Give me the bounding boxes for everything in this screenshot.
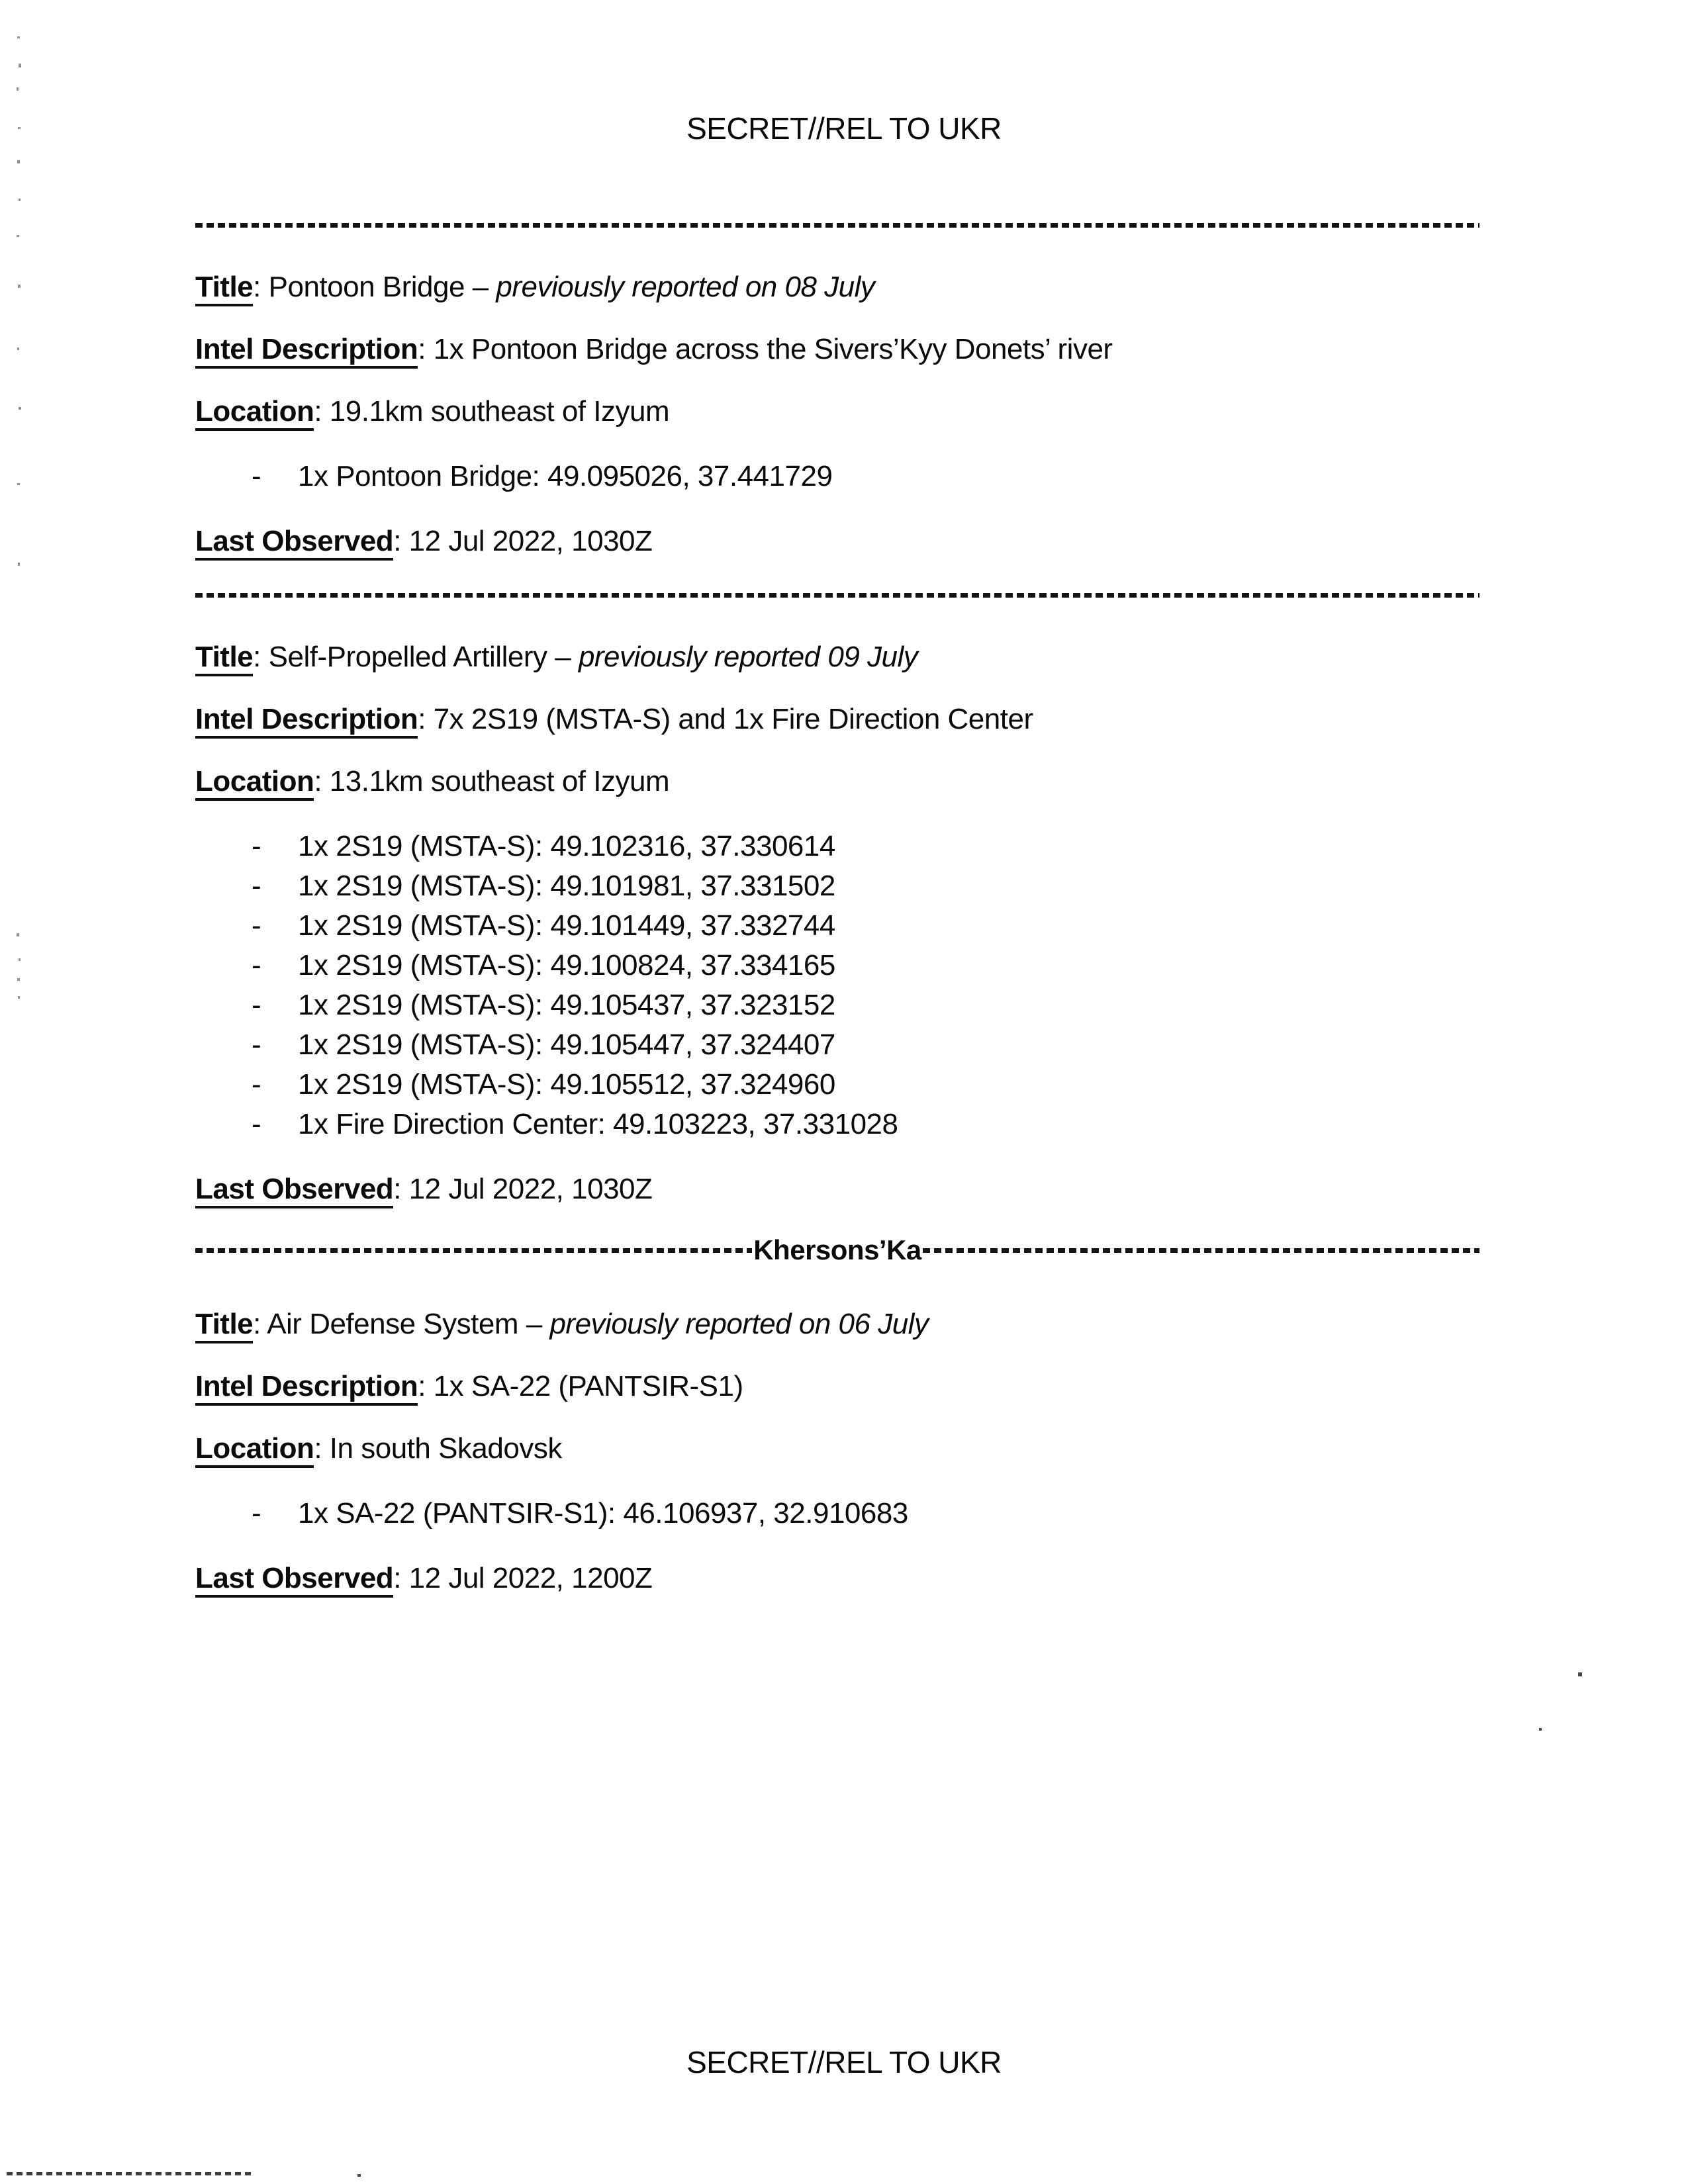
coordinate-text: 1x 2S19 (MSTA-S): 49.101981, 37.331502 xyxy=(298,870,835,902)
scan-artifact xyxy=(1578,1672,1582,1676)
scan-artifact xyxy=(1539,1728,1542,1731)
location-label: Location xyxy=(195,395,314,431)
bullet-dash: - xyxy=(252,1108,261,1140)
colon: : xyxy=(393,1562,401,1594)
bullet-dash: - xyxy=(252,1497,261,1529)
coordinate-item xyxy=(195,827,1479,866)
coordinate-item xyxy=(195,985,1479,1025)
scan-artifact xyxy=(19,407,21,410)
report-body xyxy=(195,223,1479,1622)
coordinate-text: 1x Fire Direction Center: 49.103223, 37.331028 xyxy=(298,1108,898,1140)
scan-artifact xyxy=(17,87,19,91)
title-line xyxy=(195,269,1479,306)
intel-description-value: 7x 2S19 (MSTA-S) and 1x Fire Direction Center xyxy=(433,703,1033,735)
scan-artifact xyxy=(19,64,21,68)
last-observed-line xyxy=(195,1171,1479,1208)
location-line xyxy=(195,1430,1479,1467)
bullet-dash: - xyxy=(252,949,261,981)
colon: : xyxy=(418,703,426,735)
intel-section-pontoon-bridge xyxy=(195,269,1479,560)
coordinate-text: 1x 2S19 (MSTA-S): 49.102316, 37.330614 xyxy=(298,830,835,862)
bullet-dash: - xyxy=(252,870,261,902)
classification-footer: SECRET//REL TO UKR xyxy=(686,2045,1002,2079)
scan-artifact xyxy=(17,36,20,38)
intel-section-self-propelled-artillery xyxy=(195,639,1479,1208)
intel-description-line xyxy=(195,331,1479,368)
title-note: previously reported on 06 July xyxy=(549,1308,929,1340)
title-line xyxy=(195,1306,1479,1343)
coordinate-item xyxy=(195,1494,1479,1533)
scan-artifact xyxy=(17,347,19,350)
title-dash: – xyxy=(526,1308,542,1340)
last-observed-label: Last Observed xyxy=(195,525,393,561)
location-label: Location xyxy=(195,765,314,801)
scan-artifact xyxy=(17,160,20,163)
title-dash: – xyxy=(472,271,489,303)
colon: : xyxy=(253,271,261,303)
coordinate-text: 1x 2S19 (MSTA-S): 49.105437, 37.323152 xyxy=(298,989,835,1021)
bullet-dash: - xyxy=(252,460,261,492)
colon: : xyxy=(253,641,261,673)
title-dash: – xyxy=(555,641,571,673)
intel-description-label: Intel Description xyxy=(195,333,418,369)
bullet-dash: - xyxy=(252,909,261,942)
dashed-separator xyxy=(923,1248,1479,1253)
colon: : xyxy=(418,1370,426,1402)
last-observed-value: 12 Jul 2022, 1030Z xyxy=(408,525,653,557)
bullet-dash: - xyxy=(252,1068,261,1101)
coordinate-text: 1x Pontoon Bridge: 49.095026, 37.441729 xyxy=(298,460,833,492)
last-observed-value: 12 Jul 2022, 1030Z xyxy=(408,1173,653,1205)
scan-artifact xyxy=(17,235,19,237)
last-observed-line xyxy=(195,1560,1479,1597)
dashed-separator xyxy=(195,1248,752,1253)
last-observed-label: Last Observed xyxy=(195,1173,393,1208)
dashed-separator xyxy=(195,223,1479,228)
coordinate-item xyxy=(195,457,1479,496)
scan-artifact xyxy=(18,285,21,288)
title-line xyxy=(195,639,1479,676)
location-label: Location xyxy=(195,1432,314,1468)
intel-description-value: 1x Pontoon Bridge across the Sivers’Kyy Donets’ river xyxy=(433,333,1113,365)
coordinate-text: 1x SA-22 (PANTSIR-S1): 46.106937, 32.910683 xyxy=(298,1497,908,1529)
scan-artifact xyxy=(7,2172,253,2175)
last-observed-label: Last Observed xyxy=(195,1562,393,1598)
region-separator xyxy=(195,1233,1479,1267)
coordinate-item xyxy=(195,1065,1479,1105)
coordinate-item xyxy=(195,1105,1479,1144)
colon: : xyxy=(418,333,426,365)
colon: : xyxy=(393,525,401,557)
coordinate-list xyxy=(195,827,1479,1144)
colon: : xyxy=(314,765,322,797)
coordinate-item xyxy=(195,906,1479,946)
title-label: Title xyxy=(195,641,253,676)
coordinate-text: 1x 2S19 (MSTA-S): 49.100824, 37.334165 xyxy=(298,949,835,981)
bullet-dash: - xyxy=(252,830,261,862)
scan-artifact xyxy=(19,958,21,961)
dashed-separator xyxy=(195,593,1479,598)
coordinate-item xyxy=(195,1025,1479,1065)
intel-section-air-defense-system xyxy=(195,1306,1479,1597)
last-observed-value: 12 Jul 2022, 1200Z xyxy=(408,1562,653,1594)
scan-artifact xyxy=(17,483,20,485)
coordinate-text: 1x 2S19 (MSTA-S): 49.101449, 37.332744 xyxy=(298,909,835,942)
bullet-dash: - xyxy=(252,1028,261,1061)
region-separator-label: Khersons’Ka xyxy=(753,1234,921,1265)
intel-description-label: Intel Description xyxy=(195,703,418,739)
colon: : xyxy=(314,1432,322,1465)
scan-artifact xyxy=(17,978,20,981)
coordinate-item xyxy=(195,946,1479,985)
scan-artifact xyxy=(19,199,21,201)
title-value: Air Defense System xyxy=(267,1308,518,1340)
colon: : xyxy=(253,1308,261,1340)
scan-artifact xyxy=(357,2174,361,2177)
colon: : xyxy=(314,395,322,428)
location-value: In south Skadovsk xyxy=(329,1432,562,1465)
title-note: previously reported 09 July xyxy=(578,641,918,673)
title-note: previously reported on 08 July xyxy=(496,271,875,303)
intel-description-line xyxy=(195,1368,1479,1405)
bullet-dash: - xyxy=(252,989,261,1021)
intel-description-label: Intel Description xyxy=(195,1370,418,1406)
intel-description-value: 1x SA-22 (PANTSIR-S1) xyxy=(433,1370,743,1402)
intel-description-line xyxy=(195,701,1479,738)
location-value: 19.1km southeast of Izyum xyxy=(329,395,670,428)
coordinate-text: 1x 2S19 (MSTA-S): 49.105512, 37.324960 xyxy=(298,1068,835,1101)
coordinate-text: 1x 2S19 (MSTA-S): 49.105447, 37.324407 xyxy=(298,1028,835,1061)
classification-header: SECRET//REL TO UKR xyxy=(686,111,1002,146)
scan-artifact xyxy=(18,127,21,129)
last-observed-line xyxy=(195,523,1479,560)
title-label: Title xyxy=(195,1308,253,1343)
title-value: Pontoon Bridge xyxy=(268,271,465,303)
title-label: Title xyxy=(195,271,253,306)
scan-artifact xyxy=(17,933,19,936)
scan-artifact xyxy=(18,996,20,999)
location-value: 13.1km southeast of Izyum xyxy=(329,765,670,797)
coordinate-item xyxy=(195,866,1479,906)
coordinate-list xyxy=(195,1494,1479,1533)
title-value: Self-Propelled Artillery xyxy=(268,641,547,673)
location-line xyxy=(195,393,1479,430)
colon: : xyxy=(393,1173,401,1205)
scan-artifact xyxy=(18,563,20,566)
location-line xyxy=(195,763,1479,800)
coordinate-list xyxy=(195,457,1479,496)
